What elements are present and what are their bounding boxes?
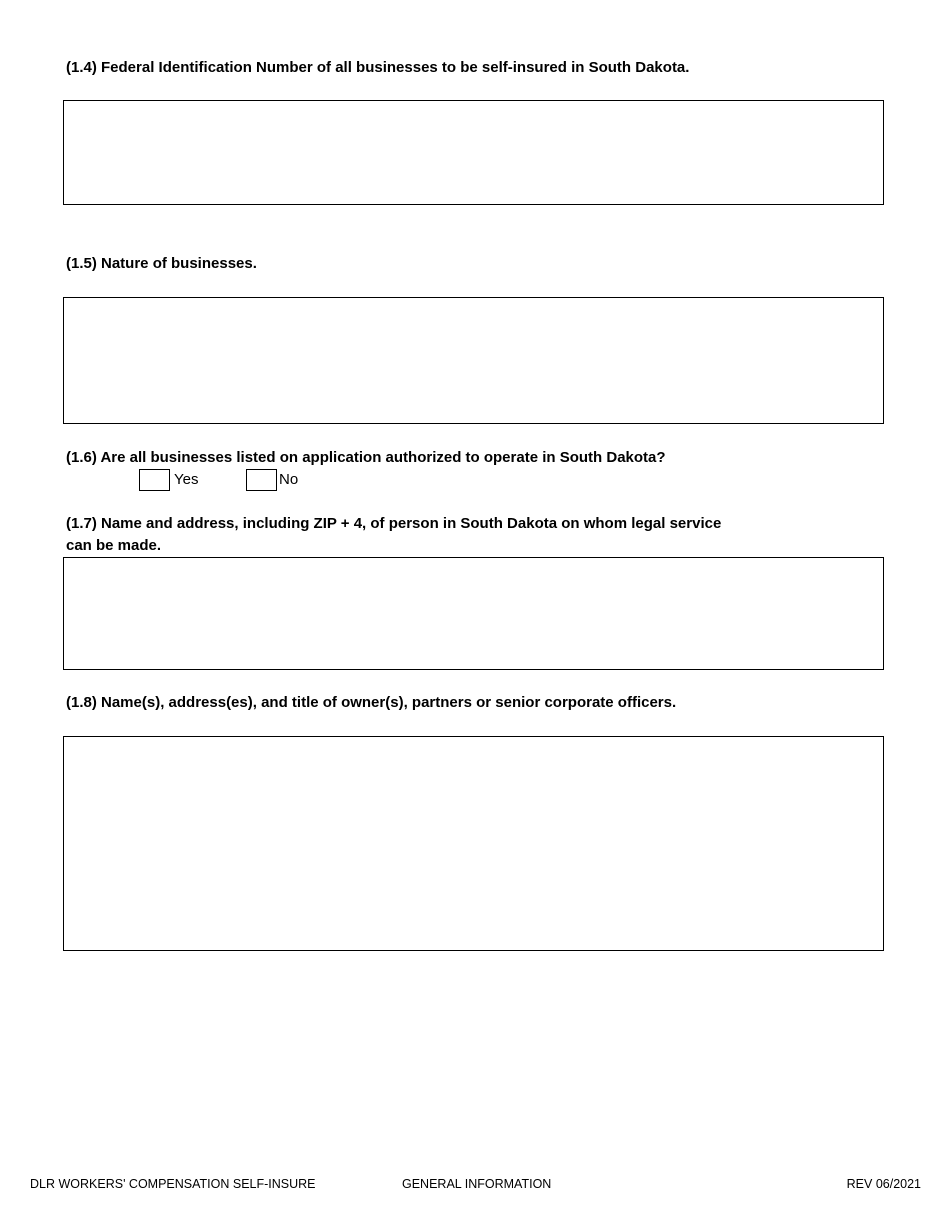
yes-option-label: Yes bbox=[174, 471, 199, 488]
question-1-7-label-line1: (1.7) Name and address, including ZIP + 4, of person in South Dakota on whom legal service bbox=[66, 515, 722, 532]
question-1-7-label-line2: can be made. bbox=[66, 537, 162, 554]
legal-service-contact-field[interactable] bbox=[63, 557, 884, 670]
nature-of-businesses-field[interactable] bbox=[63, 297, 884, 424]
federal-id-field[interactable] bbox=[63, 100, 884, 205]
no-option-label: No bbox=[279, 471, 299, 488]
footer-form-name: DLR WORKERS' COMPENSATION SELF-INSURE bbox=[30, 1177, 316, 1191]
yes-checkbox[interactable] bbox=[139, 469, 170, 491]
footer-revision: REV 06/2021 bbox=[846, 1177, 921, 1191]
question-1-6-label: (1.6) Are all businesses listed on application authorized to operate in South Dakota? bbox=[66, 449, 666, 466]
owners-officers-field[interactable] bbox=[63, 736, 884, 951]
footer-section-title: GENERAL INFORMATION bbox=[402, 1177, 552, 1191]
question-1-4-label: (1.4) Federal Identification Number of all businesses to be self-insured in South Dakota. bbox=[66, 59, 690, 76]
no-checkbox[interactable] bbox=[246, 469, 277, 491]
question-1-8-label: (1.8) Name(s), address(es), and title of owner(s), partners or senior corporate officers. bbox=[66, 694, 677, 711]
question-1-5-label: (1.5) Nature of businesses. bbox=[66, 255, 257, 272]
